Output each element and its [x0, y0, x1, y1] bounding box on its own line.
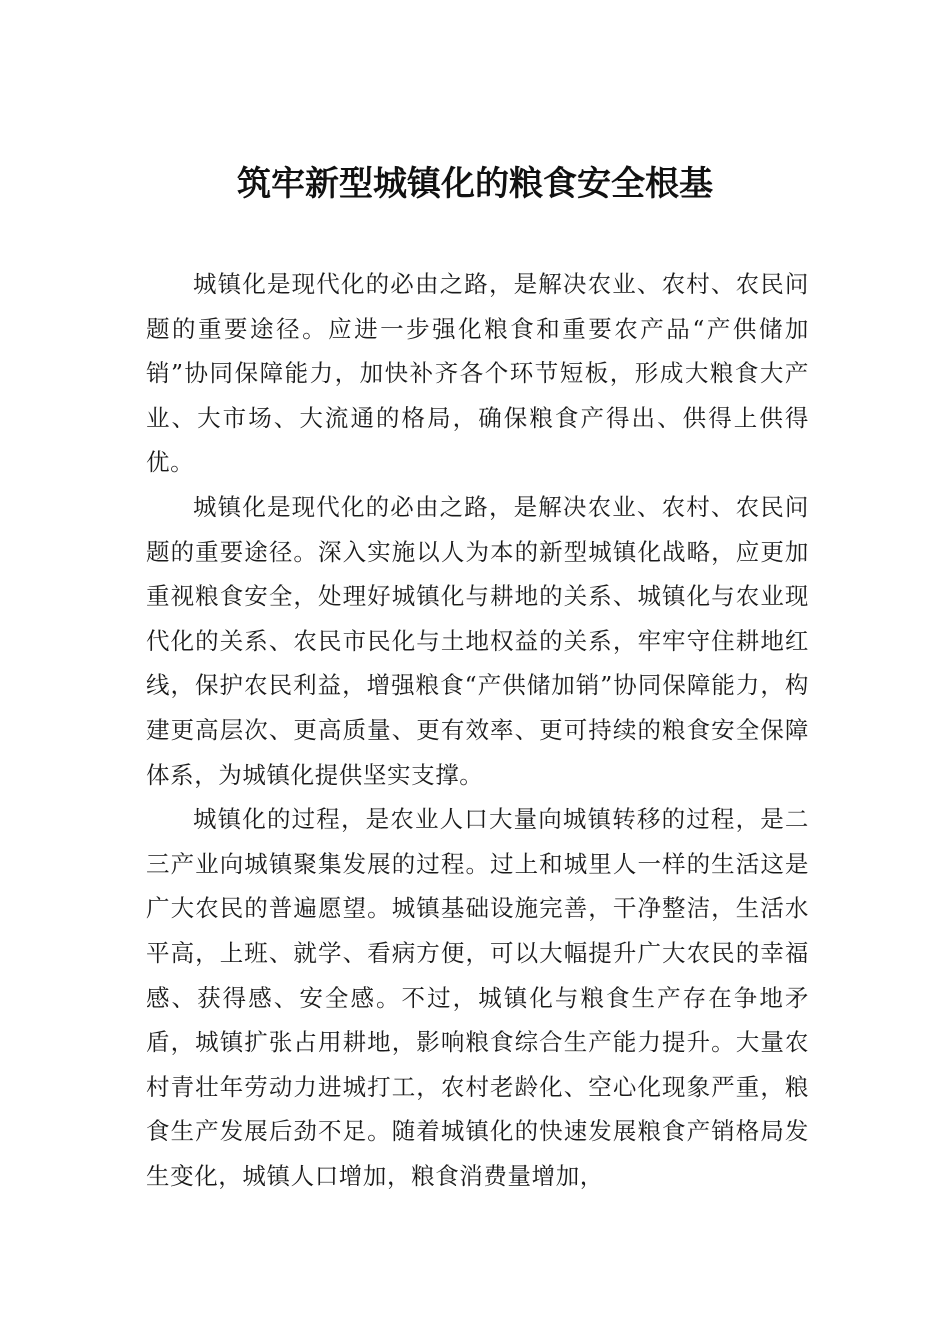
paragraph-2: 城镇化是现代化的必由之路，是解决农业、农村、农民问题的重要途径。深入实施以人为本的新型城镇化战略，应更加重视粮食安全，处理好城镇化与耕地的关系、城镇化与农业现代化的关系、农民市民化与土地权益的关系，牢牢守住耕地红线，保护农民利益，增强粮食“产供储加销”协同保障能力，构建更高层次、更高质量、更有效率、更可持续的粮食安全保障体系，为城镇化提供坚实支撑。 [146, 492, 809, 789]
document-title: 筑牢新型城镇化的粮食安全根基 [237, 164, 713, 204]
document-body [146, 262, 809, 1198]
paragraph-1: 城镇化是现代化的必由之路，是解决农业、农村、农民问题的重要途径。应进一步强化粮食和重要农产品“产供储加销”协同保障能力，加快补齐各个环节短板，形成大粮食大产业、大市场、大流通的格局，确保粮食产得出、供得上供得优。 [146, 270, 809, 477]
paragraph-3: 城镇化的过程，是农业人口大量向城镇转移的过程，是二三产业向城镇聚集发展的过程。过上和城里人一样的生活这是广大农民的普遍愿望。城镇基础设施完善，干净整洁，生活水平高，上班、就学、看病方便，可以大幅提升广大农民的幸福感、获得感、安全感。不过，城镇化与粮食生产存在争地矛盾，城镇扩张占用耕地，影响粮食综合生产能力提升。大量农村青壮年劳动力进城打工，农村老龄化、空心化现象严重，粮食生产发展后劲不足。随着城镇化的快速发展粮食产销格局发生变化，城镇人口增加，粮食消费量增加， [146, 805, 809, 1190]
